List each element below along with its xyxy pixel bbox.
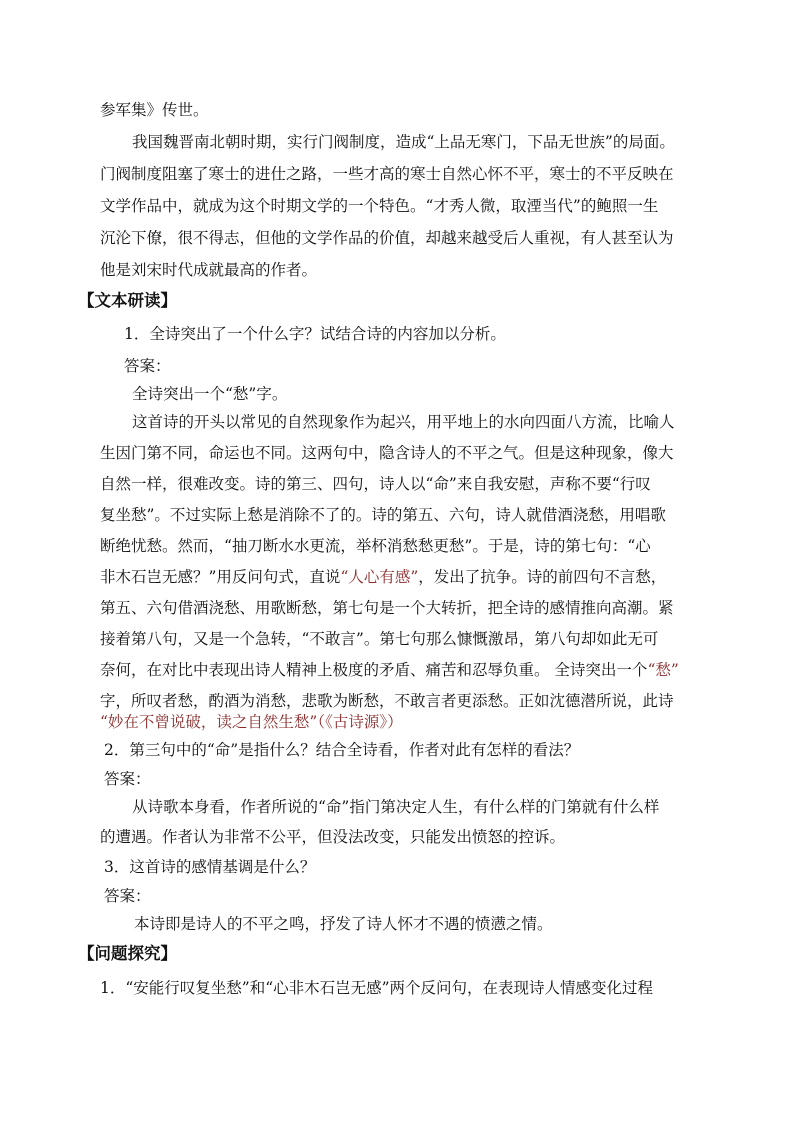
question-3: 3．这首诗的感情基调是什么？ xyxy=(104,858,316,876)
answer-line: 复坐愁”。不过实际上愁是消除不了的。诗的第五、六句，诗人就借酒浇愁，用唱歌 xyxy=(100,506,666,524)
intro-paragraph-line: 他是刘宋时代成就最高的作者。 xyxy=(100,261,318,279)
answer-text: 奈何，在对比中表现出诗人精神上极度的矛盾、痛苦和忍辱负重。 全诗突出一个 xyxy=(100,661,648,679)
question-1: 1．全诗突出了一个什么字？试结合诗的内容加以分析。 xyxy=(124,325,506,343)
answer-line: 这首诗的开头以常见的自然现象作为起兴，用平地上的水向四面八方流，比喻人 xyxy=(132,413,675,431)
answer-text: ，发出了抗争。诗的前四句不言愁， xyxy=(418,568,667,586)
answer-line: 字，所叹者愁，酌酒为消愁，悲歌为断愁，不敢言者更添愁。正如沈德潜所说，此诗 xyxy=(100,692,674,710)
answer-label: 答案： xyxy=(104,887,151,905)
answer-label: 答案： xyxy=(104,770,151,788)
answer-line: 自然一样，很难改变。诗的第三、四句，诗人以“命”来自我安慰，声称不要“行叹 xyxy=(100,475,651,493)
answer-line: 本诗即是诗人的不平之鸣，抒发了诗人怀才不遇的愤懑之情。 xyxy=(134,915,553,933)
question-2: 2．第三句中的“命”是指什么？结合全诗看，作者对此有怎样的看法？ xyxy=(104,741,580,759)
answer-line: 断绝忧愁。然而，“抽刀断水水更流，举杯消愁愁更愁”。于是，诗的第七句：“心 xyxy=(100,537,651,555)
answer-line: 从诗歌本身看，作者所说的“命”指门第决定人生，有什么样的门第就有什么样 xyxy=(132,798,660,816)
highlight-quote: “愁” xyxy=(647,661,679,679)
section-heading-problem-explore: 【问题探究】 xyxy=(78,944,177,963)
intro-paragraph-line: 文学作品中，就成为这个时期文学的一个特色。“才秀人微，取湮当代”的鲍照一生 xyxy=(100,197,659,215)
answer-line-with-highlight xyxy=(100,567,666,587)
answer-line: 接着第八句，又是一个急转，“不敢言”。第七句那么慷慨激昂，第八句却如此无可 xyxy=(100,630,659,648)
answer-line: 的遭遇。作者认为非常不公平，但没法改变，只能发出愤怒的控诉。 xyxy=(100,828,566,846)
answer-line-with-highlight xyxy=(100,660,679,680)
answer-line: 第五、六句借酒浇愁、用歌断愁，第七句是一个大转折，把全诗的感情推向高潮。紧 xyxy=(100,599,674,617)
section-heading-text-study: 【文本研读】 xyxy=(78,291,177,310)
highlight-quote: “人心有感” xyxy=(340,568,419,586)
answer-first-line: 全诗突出一个“愁”字。 xyxy=(132,385,288,403)
intro-line-1: 参军集》传世。 xyxy=(100,101,209,119)
intro-paragraph-line: 我国魏晋南北朝时期，实行门阀制度，造成“上品无寒门，下品无世族”的局面。 xyxy=(132,133,675,151)
intro-paragraph-line: 沉沦下僚，很不得志，但他的文学作品的价值，却越来越受后人重视，有人甚至认为 xyxy=(100,229,674,247)
answer-label: 答案： xyxy=(124,357,171,375)
question-explore-1: 1．“安能行叹复坐愁”和“心非木石岂无感”两个反问句，在表现诗人情感变化过程 xyxy=(100,979,654,997)
answer-text: 非木石岂无感？”用反问句式，直说 xyxy=(100,568,341,586)
answer-line: 生因门第不同，命运也不同。这两句中，隐含诗人的不平之气。但是这种现象，像大 xyxy=(100,444,674,462)
highlight-quote-line: “妙在不曾说破，读之自然生愁”（《古诗源》） xyxy=(100,713,403,731)
intro-paragraph-line: 门阀制度阻塞了寒士的进仕之路，一些才高的寒士自然心怀不平，寒士的不平反映在 xyxy=(100,165,674,183)
